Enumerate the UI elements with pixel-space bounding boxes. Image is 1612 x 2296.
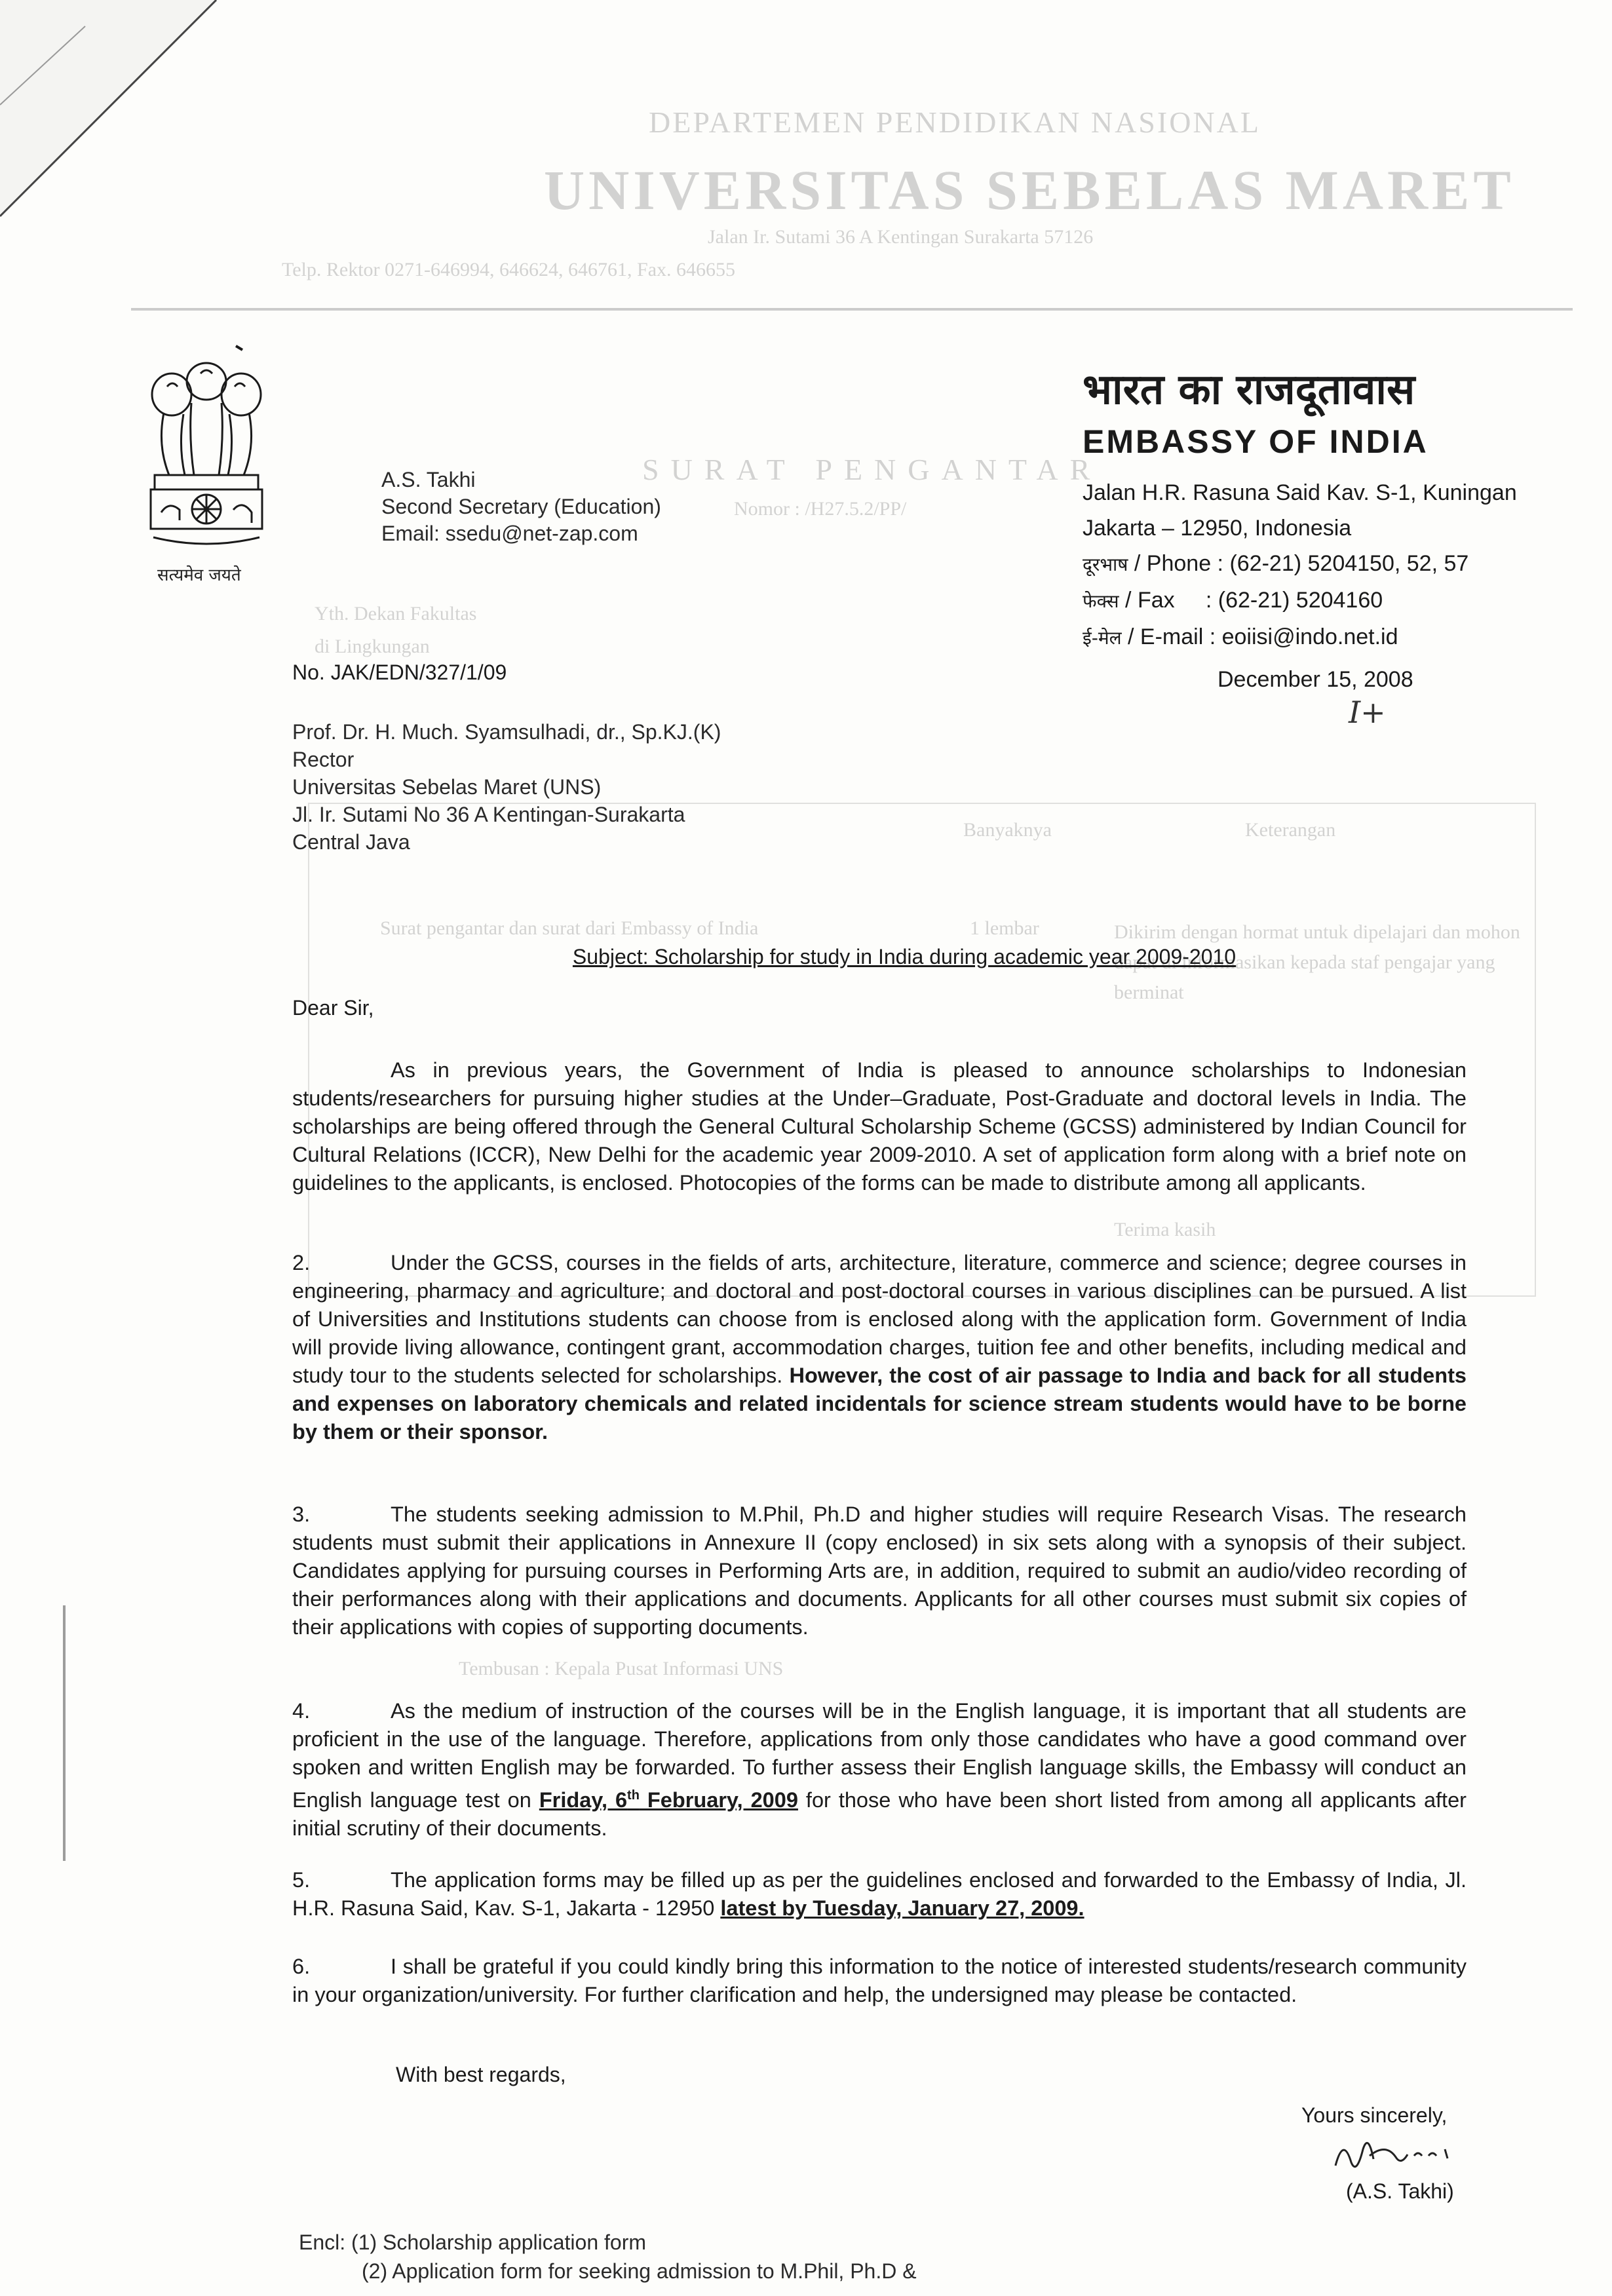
embassy-fax-value: / Fax : (62-21) 5204160 (1119, 588, 1383, 613)
paragraph-6-text: I shall be grateful if you could kindly bring this information to the notice of interested students/research community in your organization/university. For further clarification and help, the undersigned may please be contacted. (292, 1955, 1467, 2006)
ghost-to: Yth. Dekan Fakultas (315, 603, 477, 624)
ghost-col-qty: Banyaknya (963, 819, 1052, 841)
ghost-row-item: Surat pengantar dan surat dari Embassy of India (380, 917, 759, 939)
emblem-motto: सत्यमेव जयते (157, 565, 241, 585)
closing: With best regards, (396, 2063, 566, 2086)
paragraph-6 (292, 1953, 1467, 2009)
reference-number: No. JAK/EDN/327/1/09 (292, 660, 507, 684)
salutation: Dear Sir, (292, 996, 374, 1020)
lion-capital-emblem-icon (138, 341, 275, 564)
embassy-address-line1: Jalan H.R. Rasuna Said Kav. S-1, Kuningan (1083, 480, 1517, 505)
embassy-email (1083, 619, 1517, 656)
enclosures (299, 2228, 917, 2286)
paragraph-number: 4. (292, 1699, 311, 1723)
ghost-row-note: Dikirim dengan hormat untuk dipelajari dan mohon dapat di informasikan kepada staf pengajar yang berminat (1114, 921, 1520, 1003)
embassy-phone-value: / Phone : (62-21) 5204150, 52, 57 (1128, 551, 1469, 576)
paragraph-2-bold: However, the cost of air passage to India and back for all students and expenses on laboratory chemicals and related incidentals for science stream students would have to be borne by them or their sponsor. (292, 1364, 1467, 1444)
enclosure-line-2: (2) Application form for seeking admission to M.Phil, Ph.D & (362, 2259, 917, 2283)
email-hindi-label: ई-मेल (1083, 627, 1122, 649)
phone-hindi-label: दूरभाष (1083, 554, 1128, 575)
embassy-address (1083, 475, 1517, 656)
paragraph-5-text: The application forms may be filled up as per the guidelines enclosed and forwarded to the Embassy of India, Jl. H.R. Rasuna Said, Kav. S-1, Jakarta - 12950 (292, 1868, 1467, 1920)
addressee-line: Universitas Sebelas Maret (UNS) (292, 775, 602, 799)
letter-date: December 15, 2008 (1218, 667, 1413, 692)
test-date-day: Friday, 6 (539, 1788, 628, 1812)
handwritten-signature (1324, 2130, 1468, 2182)
embassy-fax (1083, 583, 1517, 619)
ghost-form-title: SURAT PENGANTAR (642, 453, 1102, 486)
enclosure-line-1: Encl: (1) Scholarship application form (299, 2230, 647, 2254)
ghost-cc: Tembusan : Kepala Pusat Informasi UNS (459, 1658, 784, 1679)
ghost-row-qty: 1 lembar (970, 917, 1039, 939)
subject-text: Subject: Scholarship for study in India during academic year 2009-2010 (572, 945, 1237, 968)
paragraph-number: 3. (292, 1502, 311, 1526)
addressee-line: Prof. Dr. H. Much. Syamsulhadi, dr., Sp.KJ.(K) (292, 720, 721, 744)
scan-edge-artifact (63, 1605, 66, 1861)
test-date (539, 1788, 798, 1812)
sender-name: A.S. Takhi (381, 468, 476, 491)
paragraph-4-tail: for those who have been short listed from among all applicants after initial scrutiny of their documents. (292, 1788, 1467, 1840)
addressee-block (292, 718, 721, 856)
addressee-line: Jl. Ir. Sutami No 36 A Kentingan-Surakarta (292, 803, 685, 826)
addressee-line: Rector (292, 748, 355, 771)
subject-line (0, 945, 1612, 969)
paragraph-2 (292, 1249, 1467, 1446)
sender-title: Second Secretary (Education) (381, 495, 661, 518)
ghost-dept: DEPARTEMEN PENDIDIKAN NASIONAL (649, 105, 1261, 139)
embassy-email-value: / E-mail : eoiisi@indo.net.id (1121, 624, 1398, 649)
ghost-university: UNIVERSITAS SEBELAS MARET (544, 159, 1515, 221)
deadline: latest by Tuesday, January 27, 2009. (720, 1896, 1084, 1920)
sender-block (381, 467, 661, 547)
addressee-line: Central Java (292, 830, 410, 854)
ghost-col-note: Keterangan (1245, 819, 1336, 841)
test-date-suffix: th (627, 1788, 640, 1803)
paragraph-2-text: Under the GCSS, courses in the fields of arts, architecture, literature, commerce and science; degree courses in engineering, pharmacy and agriculture; and doctoral and post-doctoral courses in various disciplines can be pursued. A list of Universities and Institutions students can choose from is enclosed along with the application form. Government of India will provide living allowance, contingent grant, accommodation charges, tuition fee and other benefits, including medical and study tour to the students selected for scholarships. (292, 1251, 1467, 1387)
paragraph-1 (292, 1056, 1467, 1197)
handwritten-initial: I+ (1349, 695, 1386, 730)
paragraph-number: 5. (292, 1868, 311, 1892)
ghost-place: di Lingkungan (315, 636, 430, 657)
paragraph-4-text: As the medium of instruction of the courses will be in the English language, it is important that all students are proficient in the use of the language. Therefore, applications from only those candidates who have a good command over spoken and written English may be forwarded. To further assess their English language skills, the Embassy will conduct an English language test on (292, 1699, 1467, 1812)
signatory-name: (A.S. Takhi) (1346, 2179, 1454, 2203)
ghost-form-number: Nomor : /H27.5.2/PP/ (734, 498, 907, 520)
ghost-thanks: Terima kasih (1114, 1219, 1216, 1240)
fax-hindi-label: फेक्स (1083, 590, 1119, 612)
embassy-phone (1083, 546, 1517, 583)
test-date-month: February, 2009 (639, 1788, 798, 1812)
ghost-table (308, 803, 1536, 1297)
paragraph-5 (292, 1866, 1467, 1923)
paragraph-4 (292, 1697, 1467, 1843)
ghost-phones: Telp. Rektor 0271-646994, 646624, 646761, Fax. 646655 (282, 259, 736, 280)
paragraph-1-text: As in previous years, the Government of India is pleased to announce scholarships to Indonesian students/researchers for pursuing higher studies at the Under–Graduate, Post-Graduate and doctoral levels in India. The scholarships are being offered through the General Cultural Scholarship Scheme (GCSS) administered by Indian Council for Cultural Relations (ICCR), New Delhi for the academic year 2009-2010. A set of application form along with a brief note on guidelines to the applicants, is enclosed. Photocopies of the forms can be made to distribute among all applicants. (292, 1058, 1467, 1195)
embassy-name: EMBASSY OF INDIA (1083, 423, 1429, 460)
scan-corner-artifact (0, 0, 236, 236)
ghost-rule (131, 308, 1573, 311)
paragraph-number: 2. (292, 1251, 311, 1274)
paragraph-number: 6. (292, 1955, 311, 1978)
sender-email: Email: ssedu@net-zap.com (381, 522, 638, 545)
ghost-street: Jalan Ir. Sutami 36 A Kentingan Surakarta 57126 (708, 226, 1094, 248)
paragraph-3 (292, 1501, 1467, 1641)
embassy-address-line2: Jakarta – 12950, Indonesia (1083, 516, 1352, 541)
embassy-hindi-name: भारत का राजदूतावास (1083, 366, 1415, 414)
yours-sincerely: Yours sincerely, (1301, 2103, 1448, 2127)
paragraph-3-text: The students seeking admission to M.Phil, Ph.D and higher studies will require Research Visas. The research students must submit their applications in Annexure II (copy enclosed) in six sets along with a synopsis of their subject. Candidates applying for pursuing courses in Performing Arts are, in addition, required to submit an audio/video recording of their performances along with their applications and documents. Applicants for all other courses must submit six copies of their applications with copies of supporting documents. (292, 1502, 1467, 1639)
